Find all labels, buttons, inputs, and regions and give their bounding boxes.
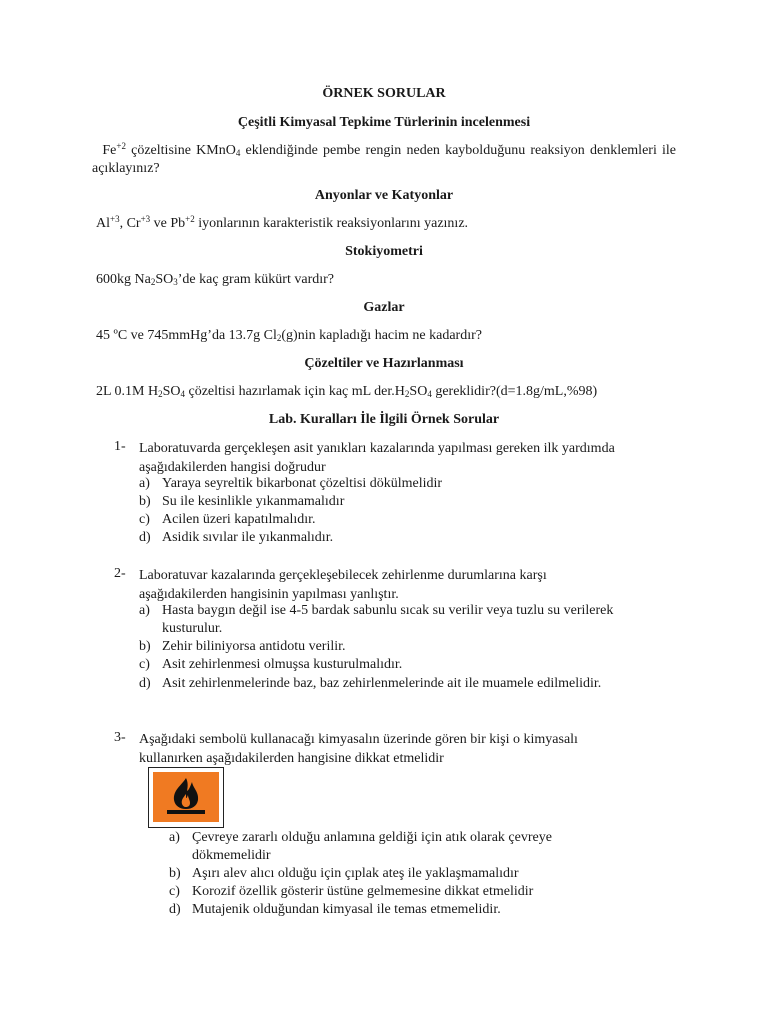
option-text-continued: dökmemelidir — [192, 848, 271, 863]
option-letter: c) — [139, 512, 150, 527]
q-part: eklendiğinde pembe rengin neden kaybolduğunu reaksiyon denklemleri ile açıklayınız? — [92, 143, 677, 176]
flammable-hazard-icon — [148, 767, 224, 828]
q-sup: +3 — [140, 214, 151, 224]
question-text: Laboratuvarda gerçekleşen asit yanıkları kazalarında yapılması gereken ilk yardımda aşağıdakilerden hangisi doğrudur — [139, 441, 615, 475]
option-letter: b) — [139, 639, 151, 654]
question-text-ions — [96, 216, 468, 232]
question-text-reactions — [92, 142, 676, 178]
option-text: Hasta baygın değil ise 4-5 bardak sabunlu sıcak su verilir veya tuzlu su verilerek — [162, 603, 614, 618]
option-letter: d) — [139, 676, 151, 691]
question-text: Aşağıdaki sembolü kullanacağı kimyasalın üzerinde gören bir kişi o kimyasalı kullanırken aşağıdakilerden hangisine dikkat etmelidir — [139, 732, 578, 766]
option-text: Mutajenik olduğundan kimyasal ile temas etmemelidir. — [192, 902, 501, 917]
option-letter: a) — [139, 476, 150, 491]
q-part: SO — [409, 384, 428, 399]
option-text: Su ile kesinlikle yıkanmamalıdır — [162, 494, 345, 509]
q-part: Fe — [102, 143, 117, 158]
flame-icon — [153, 772, 219, 822]
option-letter: a) — [139, 603, 150, 618]
q-part: ve Pb — [150, 216, 186, 231]
hazard-square — [153, 772, 219, 822]
q-part: ’de kaç gram kükürt vardır? — [177, 272, 334, 287]
section-heading-gases: Gazlar — [363, 300, 405, 315]
option-letter: a) — [169, 830, 180, 845]
option-text: Acilen üzeri kapatılmalıdır. — [162, 512, 316, 527]
q-part: SO — [162, 384, 181, 399]
page-title: ÖRNEK SORULAR — [322, 86, 446, 101]
question-number: 3- — [114, 730, 126, 745]
question-number: 1- — [114, 439, 126, 454]
section-heading-ions: Anyonlar ve Katyonlar — [314, 188, 454, 203]
q-sub: 4 — [180, 389, 185, 399]
option-letter: d) — [169, 902, 181, 917]
q-sup: +2 — [185, 214, 195, 224]
q-part: SO — [155, 272, 174, 287]
option-text: Asit zehirlenmesi olmuşsa kusturulmalıdır. — [162, 657, 403, 672]
q-sub: 4 — [235, 148, 241, 158]
question-text-gases — [96, 328, 482, 344]
q-sup: +2 — [116, 141, 126, 151]
question-text: Laboratuvar kazalarında gerçekleşebilecek zehirlenme durumlarına karşı aşağıdakilerden hangisinin yapılması yanlıştır. — [139, 568, 547, 602]
section-heading-reactions: Çeşitli Kimyasal Tepkime Türlerinin incelenmesi — [237, 115, 531, 130]
q-sub: 2 — [150, 277, 156, 287]
option-letter: b) — [169, 866, 181, 881]
q-part: Al — [96, 216, 110, 231]
option-letter: d) — [139, 530, 151, 545]
option-text: Aşırı alev alıcı olduğu için çıplak ateş ile yaklaşmamalıdır — [192, 866, 519, 881]
section-heading-lab-rules: Lab. Kuralları İle İlgili Örnek Sorular — [268, 412, 500, 427]
q-sub: 3 — [173, 277, 178, 287]
q-sub: 4 — [427, 389, 432, 399]
question-number: 2- — [114, 566, 126, 581]
q-part: gereklidir?(d=1.8g/mL,%98) — [431, 384, 598, 399]
option-letter: c) — [169, 884, 180, 899]
option-text: Korozif özellik gösterir üstüne gelmemesine dikkat etmelidir — [192, 884, 534, 899]
q-part: 600kg Na — [96, 272, 151, 287]
option-text: Asidik sıvılar ile yıkanmalıdır. — [162, 530, 334, 545]
q-sup: +3 — [110, 214, 120, 224]
option-letter: c) — [139, 657, 150, 672]
q-sub: 2 — [158, 389, 163, 399]
option-text-continued: kusturulur. — [162, 621, 223, 636]
question-text-stoichiometry — [96, 272, 334, 288]
option-text: Yaraya seyreltik bikarbonat çözeltisi dökülmelidir — [162, 476, 443, 491]
option-letter: b) — [139, 494, 151, 509]
q-part: , Cr — [119, 216, 141, 231]
q-part: 2L 0.1M H — [96, 384, 159, 399]
question-text-solutions — [96, 384, 597, 400]
q-part: çözeltisi hazırlamak için kaç mL der.H — [185, 384, 405, 399]
q-part: (g)nin kapladığı hacim ne kadardır? — [281, 328, 482, 343]
q-part: çözeltisine KMnO — [125, 143, 236, 158]
q-part: iyonlarının karakteristik reaksiyonlarını yazınız. — [194, 216, 469, 231]
q-part: 45 ºC ve 745mmHg’da 13.7g Cl — [96, 328, 277, 343]
q-sub: 2 — [404, 389, 410, 399]
option-text: Asit zehirlenmelerinde baz, baz zehirlenmelerinde ait ile muamele edilmelidir. — [162, 676, 602, 691]
q-sub: 2 — [276, 333, 282, 343]
option-text: Zehir biliniyorsa antidotu verilir. — [162, 639, 346, 654]
section-heading-stoichiometry: Stokiyometri — [345, 244, 423, 259]
section-heading-solutions: Çözeltiler ve Hazırlanması — [304, 356, 464, 371]
option-text: Çevreye zararlı olduğu anlamına geldiği için atık olarak çevreye — [192, 830, 552, 845]
